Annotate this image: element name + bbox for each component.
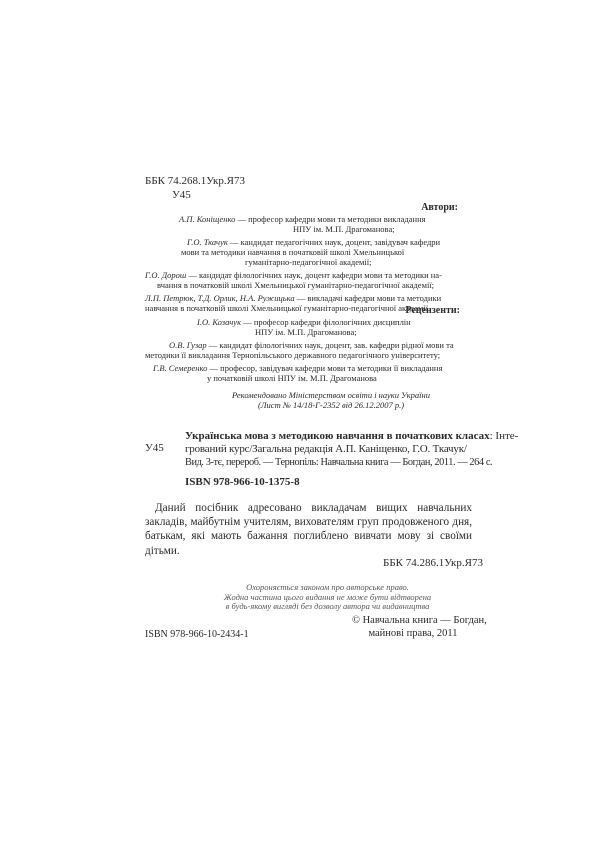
catalog-title: Українська мова з методикою навчання в початкових класах [185, 430, 490, 442]
reviewers-heading: Рецензенти: [405, 305, 460, 316]
udc-code-top: У45 [172, 189, 191, 201]
recommendation-line-2: (Лист № 14/18-Г-2352 від 26.12.2007 р.) [257, 400, 405, 410]
reviewers-section [145, 306, 470, 383]
author-line: навчання в початковій школі Хмельницької гуманітарно-педагогічної академії [145, 302, 429, 313]
copyright-line-1: © Навчальна книга — Богдан, [352, 615, 487, 626]
catalog-code: У45 [145, 442, 164, 454]
recommendation [200, 390, 462, 410]
recommendation-line-1: Рекомендовано Міністерством освіти і науки України [232, 390, 430, 400]
isbn-bottom: ISBN 978-966-10-2434-1 [145, 629, 249, 640]
copyright-line-2: майнові права, 2011 [368, 627, 458, 639]
catalog-isbn: ISBN 978-966-10-1375-8 [185, 476, 300, 488]
author-line: НПУ ім. М.П. Драгоманова; [293, 223, 395, 234]
author-line: Л.П. Петрюк, Т.Д. Орлик, Н.А. Ружицька — викладачі кафедри мови та методики [145, 292, 442, 303]
reviewer-line: І.О. Козачук — професор кафедри філологічних дисциплін [197, 316, 411, 327]
copyright-notice-line: Охороняється законом про авторське право. [246, 582, 409, 592]
bbk-code-top: ББК 74.268.1Укр.Я73 [145, 175, 245, 187]
author-line: Г.О. Дорош — кандидат філологічних наук, доцент кафедри мови та методики на- [145, 269, 442, 280]
reviewer-line: О.В. Гузар — кандидат філологічних наук, доцент, зав. кафедри рідної мови та [169, 339, 454, 350]
authors-section [145, 203, 470, 313]
author-line: Г.О. Ткачук — кандидат педагогічних наук, доцент, завідувач кафедри [187, 236, 441, 247]
catalog-line-2: грований курс/Загальна редакція А.П. Каніщенко, Г.О. Ткачук/ [185, 443, 467, 455]
reviewer-line: методики її викладання Тернопільського державного педагогічного університету; [145, 349, 441, 360]
authors-heading: Автори: [421, 202, 458, 213]
copyright [352, 615, 487, 640]
author-line: А.П. Коніщенко — професор кафедри мови та методики викладання [179, 213, 426, 224]
bbk-code-bottom: ББК 74.286.1Укр.Я73 [383, 557, 483, 569]
catalog-entry [185, 430, 519, 489]
catalog-line-3: Вид. 3-тє, перероб. — Тернопіль: Навчальна книга — Богдан, 2011. — 264 с. [185, 457, 493, 468]
copyright-notice-line: в будь-якому вигляді без дозволу автора чи видавництва [225, 601, 430, 611]
catalog-line-1: Українська мова з методикою навчання в початкових класах: Інте- [185, 430, 519, 442]
reviewer-line: НПУ ім. М.П. Драгоманова; [255, 326, 357, 337]
reviewer-line: Г.В. Семеренко — професор, завідувач кафедри мови та методики її викладання [153, 362, 443, 373]
author-line: гуманітарно-педагогічної академії; [245, 256, 372, 267]
author-line: вчання в початковій школі Хмельницької гуманітарно-педагогічної академії; [157, 279, 435, 290]
copyright-notice-line: Жодна частина цього видання не може бути відтворена [223, 591, 432, 602]
copyright-notice [180, 583, 475, 612]
annotation: Даний посібник адресовано викладачам вищих навчальних закладів, майбутнім учителям, вихователям груп продовженого дня, батькам, які мають бажання поглиблено вивчати мову зі своїми дітьми. [145, 502, 472, 557]
author-line: мови та методики навчання в початковій школі Хмельницької [181, 246, 405, 257]
reviewer-line: у початковій школі НПУ ім. М.П. Драгоманова [207, 372, 377, 383]
